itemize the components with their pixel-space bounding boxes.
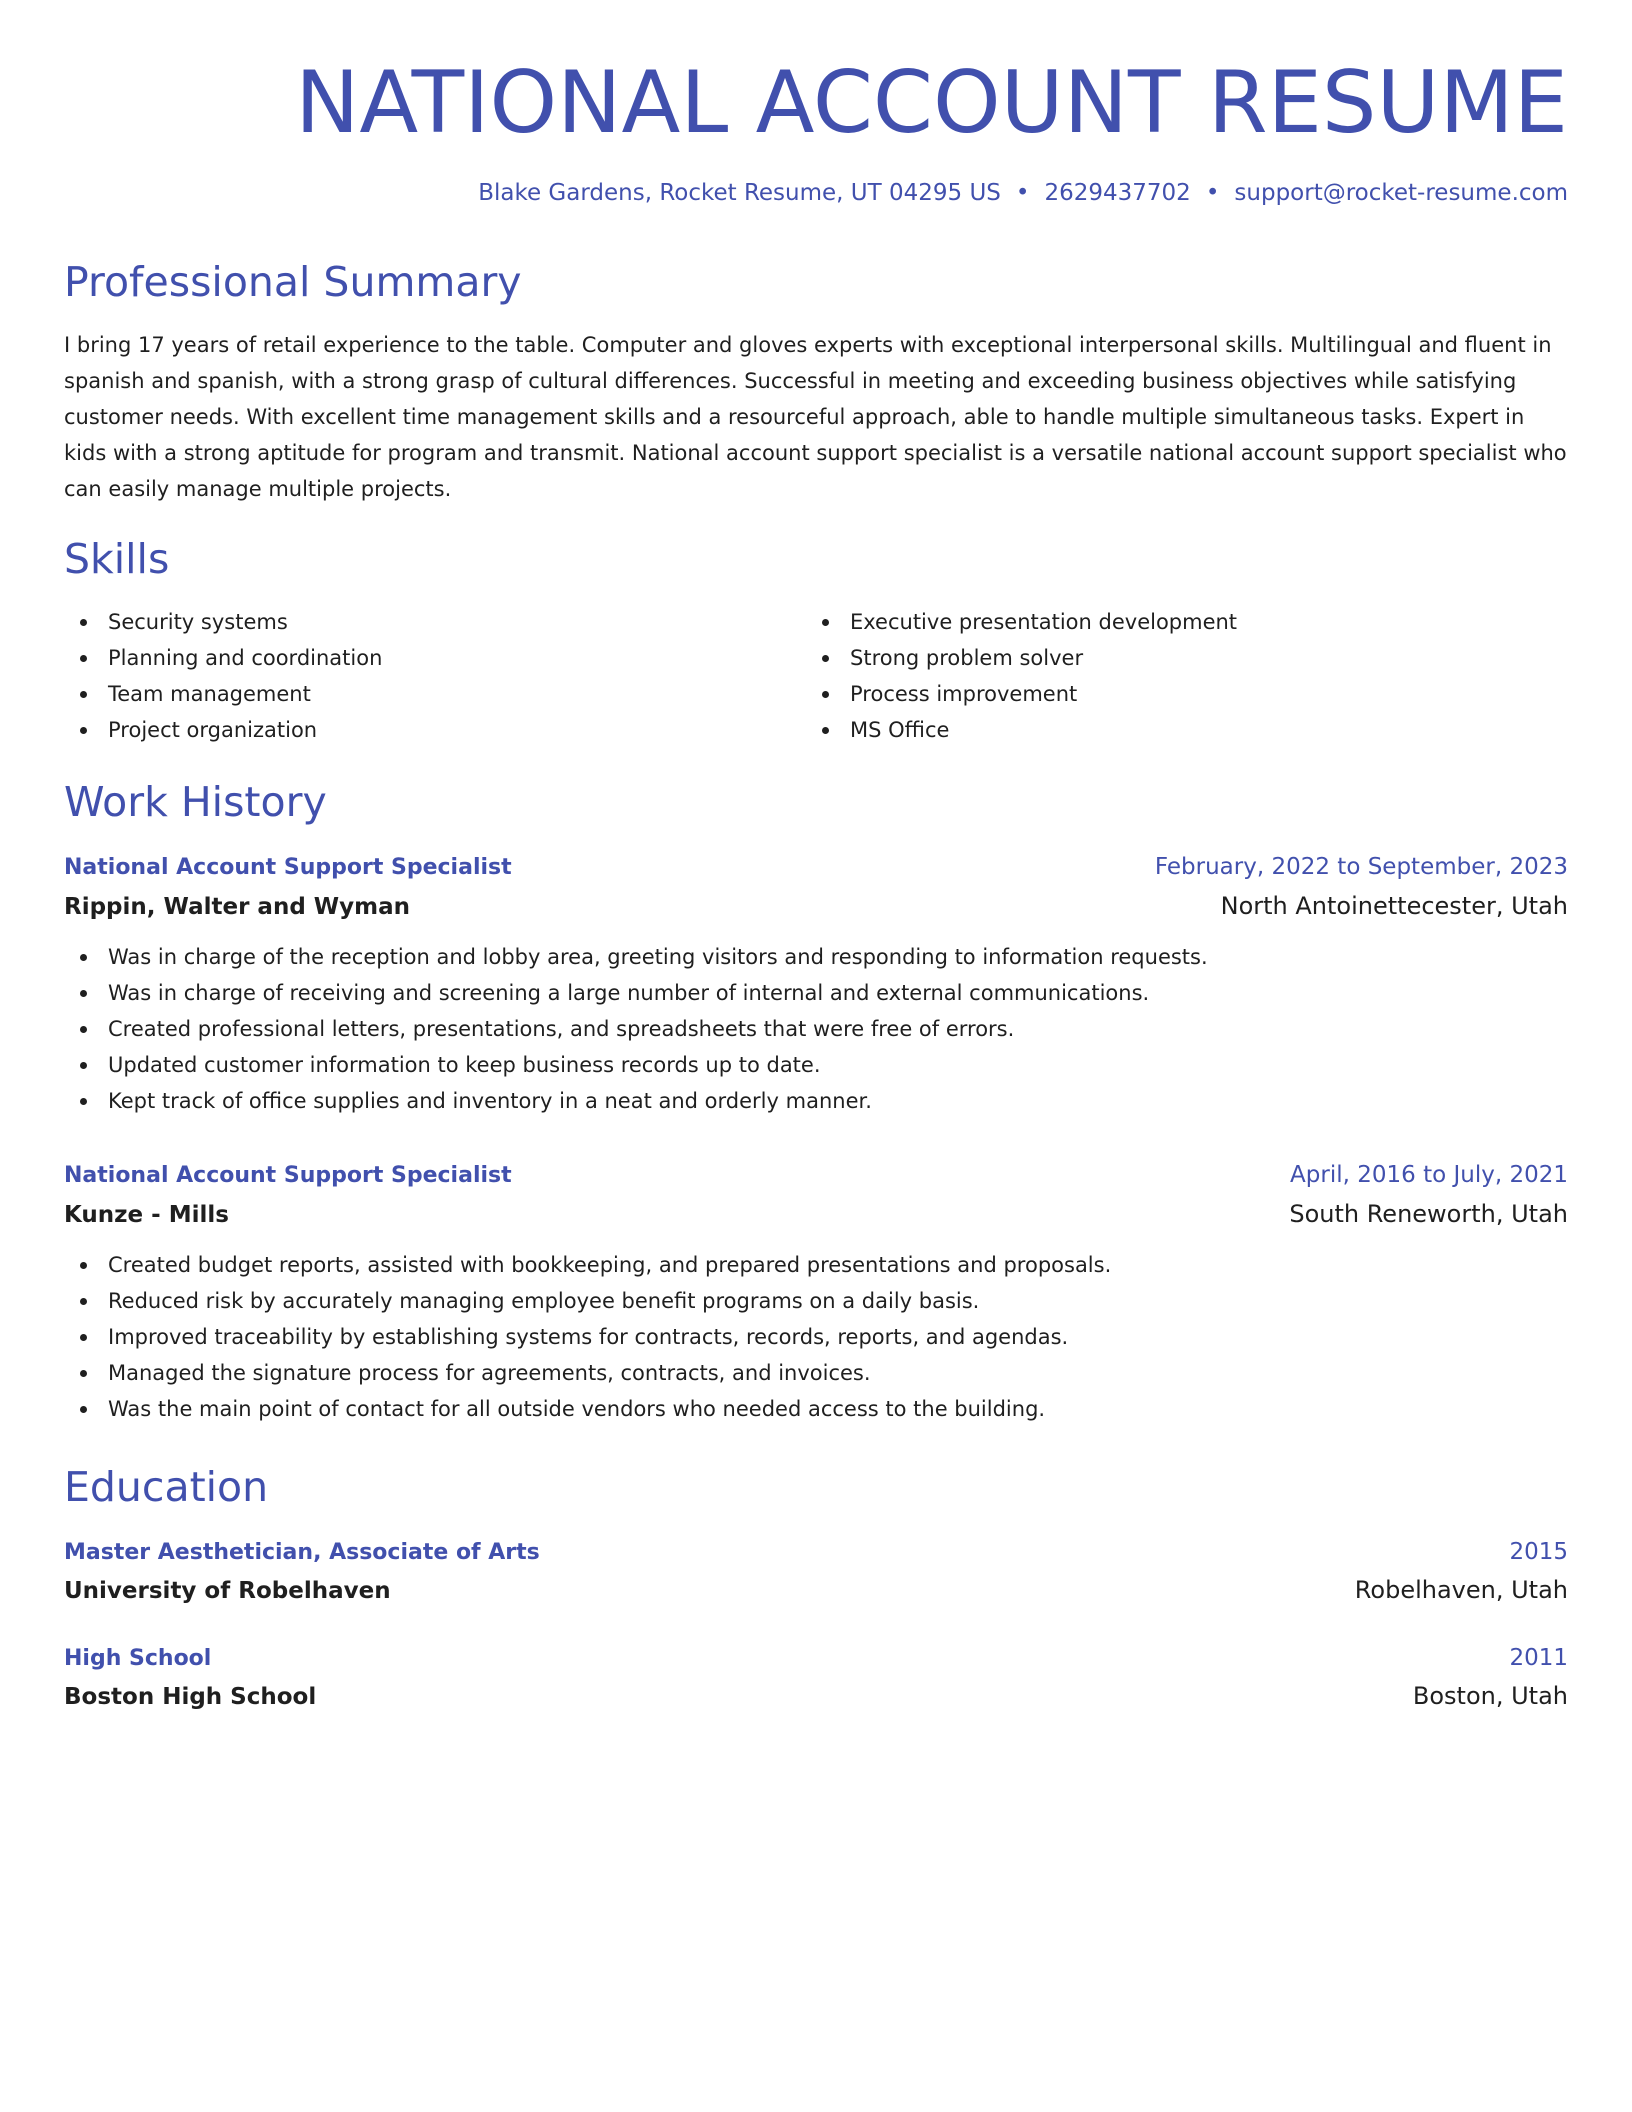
job-company: Rippin, Walter and Wyman (64, 894, 411, 921)
education-heading: Education (64, 1463, 269, 1512)
skill-item: Strong problem solver (806, 640, 1548, 676)
summary-text: I bring 17 years of retail experience to the table. Computer and gloves experts with exceptional interpersonal skills. Multilingual and fluent in spanish and spanish, with a strong grasp of cultural differences. Successful in meeting and exceeding business objectives while satisfying customer needs. With excellent time management skills and a resourceful approach, able to handle multiple simultaneous tasks. Expert in kids with a strong aptitude for program and transmit. National account support specialist is a versatile national account support specialist who can easily manage multiple projects. (64, 332, 1567, 501)
skill-item: Project organization (64, 712, 806, 748)
contact-separator: • (1015, 180, 1030, 206)
job-duty-item: Was in charge of receiving and screening a large number of internal and external communications. (64, 975, 1568, 1011)
education-year: 2015 (1509, 1539, 1568, 1566)
education-entry (64, 1640, 1568, 1716)
job-duty-item: Improved traceability by establishing systems for contracts, records, reports, and agendas. (64, 1319, 1568, 1355)
resume-title: NATIONAL ACCOUNT RESUME (295, 53, 1568, 153)
education-degree: High School (64, 1646, 212, 1672)
skills-heading: Skills (64, 534, 170, 583)
skills-list (64, 604, 1568, 748)
summary-heading: Professional Summary (64, 257, 522, 306)
education-school: University of Robelhaven (64, 1578, 391, 1605)
job-duties (64, 1247, 1568, 1427)
job-duty-item: Was in charge of the reception and lobby area, greeting visitors and responding to information requests. (64, 939, 1568, 975)
job-duty-item: Updated customer information to keep business records up to date. (64, 1047, 1568, 1083)
skills-column-right (806, 604, 1548, 748)
work-history-heading: Work History (64, 777, 327, 826)
job-company: Kunze - Mills (64, 1202, 229, 1229)
contact-address: Blake Gardens, Rocket Resume, UT 04295 US (478, 180, 1001, 206)
job-title-row (64, 1157, 1568, 1194)
skill-item: Security systems (64, 604, 806, 640)
job-entry (64, 849, 1568, 1119)
job-duties (64, 939, 1568, 1119)
skills-column-left (64, 604, 806, 748)
job-dates: February, 2022 to September, 2023 (1154, 854, 1568, 881)
job-duty-item: Managed the signature process for agreements, contracts, and invoices. (64, 1355, 1568, 1391)
education-degree-row (64, 1640, 1568, 1677)
job-entry (64, 1157, 1568, 1427)
job-dates: April, 2016 to July, 2021 (1290, 1162, 1568, 1189)
skill-item: MS Office (806, 712, 1548, 748)
job-duty-item: Created budget reports, assisted with bookkeeping, and prepared presentations and proposals. (64, 1247, 1568, 1283)
contact-phone: 2629437702 (1044, 180, 1191, 206)
education-school: Boston High School (64, 1684, 317, 1711)
job-company-row (64, 886, 1568, 927)
resume-page (64, 0, 1568, 1716)
skill-item: Process improvement (806, 676, 1548, 712)
job-location: South Reneworth, Utah (1289, 1200, 1568, 1229)
job-duty-item: Was the main point of contact for all outside vendors who needed access to the building. (64, 1391, 1568, 1427)
skill-item: Executive presentation development (806, 604, 1548, 640)
education-degree: Master Aesthetician, Associate of Arts (64, 1540, 540, 1566)
education-degree-row (64, 1534, 1568, 1571)
job-title: National Account Support Specialist (64, 855, 512, 881)
job-title-row (64, 849, 1568, 886)
education-location: Boston, Utah (1412, 1682, 1568, 1711)
job-duty-item: Created professional letters, presentations, and spreadsheets that were free of errors. (64, 1011, 1568, 1047)
job-duty-item: Kept track of office supplies and inventory in a neat and orderly manner. (64, 1083, 1568, 1119)
education-school-row (64, 1677, 1568, 1716)
skill-item: Team management (64, 676, 806, 712)
job-title: National Account Support Specialist (64, 1163, 512, 1189)
education-location: Robelhaven, Utah (1354, 1576, 1568, 1605)
education-entry (64, 1534, 1568, 1610)
contact-email: support@rocket-resume.com (1234, 180, 1568, 206)
job-company-row (64, 1194, 1568, 1235)
education-school-row (64, 1571, 1568, 1610)
contact-separator: • (1205, 180, 1220, 206)
skill-item: Planning and coordination (64, 640, 806, 676)
job-duty-item: Reduced risk by accurately managing employee benefit programs on a daily basis. (64, 1283, 1568, 1319)
education-year: 2011 (1509, 1645, 1568, 1672)
job-location: North Antoinettecester, Utah (1220, 892, 1568, 921)
contact-line (64, 180, 1568, 208)
